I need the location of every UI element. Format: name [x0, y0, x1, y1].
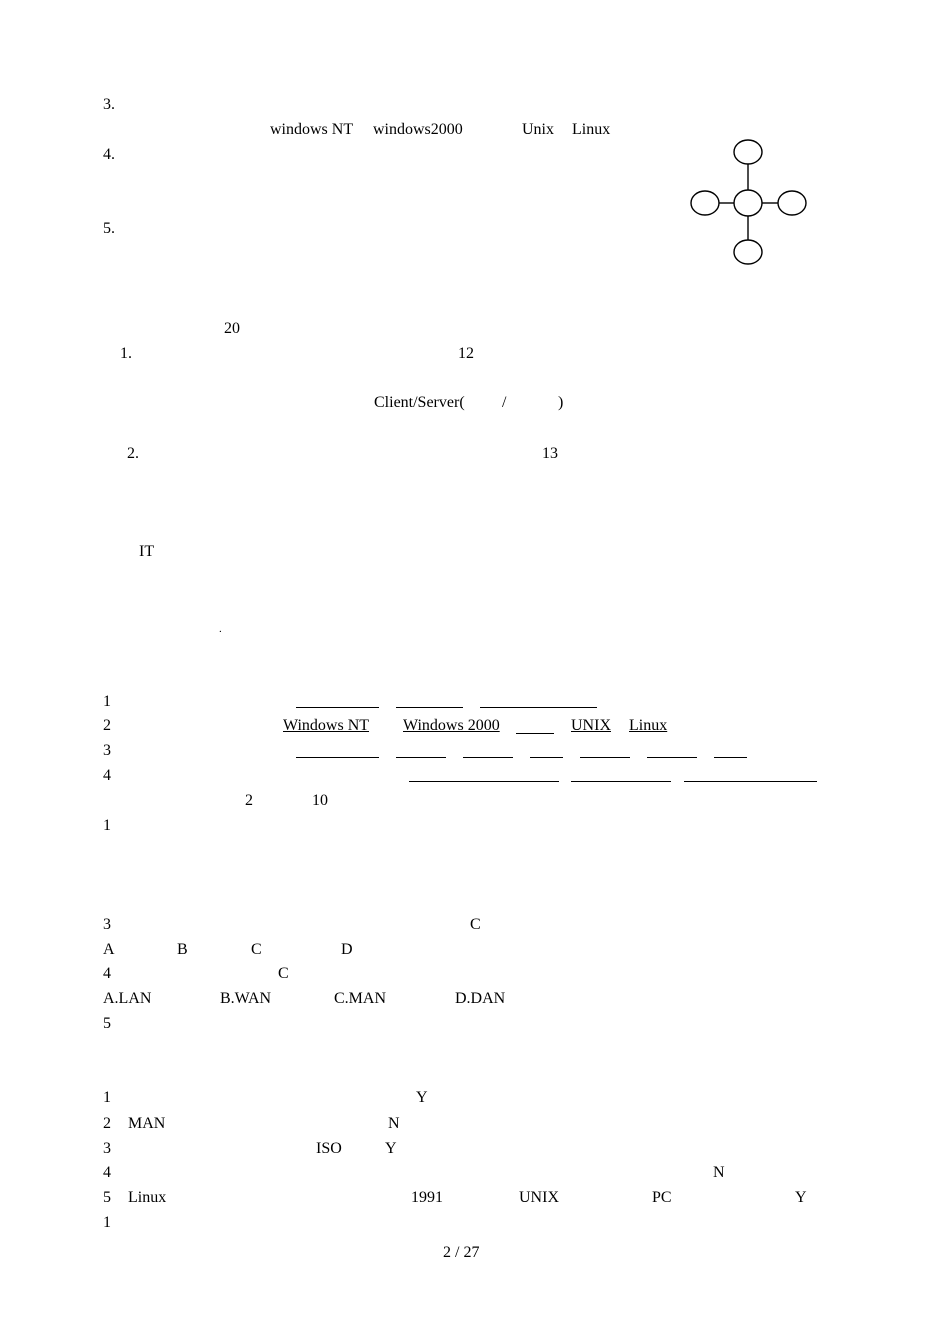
node-center [734, 190, 762, 216]
it-text: IT [139, 543, 155, 560]
item-number: 3. [103, 96, 115, 113]
option-d: D [341, 941, 353, 958]
answer: C [278, 965, 289, 982]
blank-line [296, 757, 379, 758]
term-iso: ISO [316, 1140, 342, 1157]
item-number: 4. [103, 146, 115, 163]
answer-unix: UNIX [571, 717, 611, 734]
dot-mark: . [219, 623, 222, 635]
score: 2 [245, 792, 253, 809]
os-linux: Linux [572, 121, 611, 138]
line-number: 2 [103, 1115, 111, 1132]
line-number: 4 [103, 767, 111, 784]
page-number: 2 / 27 [443, 1244, 480, 1261]
judge-answer: Y [795, 1189, 807, 1206]
blank-line [396, 707, 463, 708]
term-linux: Linux [128, 1189, 167, 1206]
slash: / [502, 394, 507, 411]
item-number: 5. [103, 220, 115, 237]
option-lan: A.LAN [103, 990, 152, 1007]
line-number: 1 [103, 693, 111, 710]
option-dan: D.DAN [455, 990, 506, 1007]
line-number: 3 [103, 742, 111, 759]
blank-line [516, 733, 554, 734]
line-number: 5 [103, 1015, 111, 1032]
question-points: 13 [542, 445, 558, 462]
blank-line [647, 757, 697, 758]
answer-windows-2000: Windows 2000 [403, 717, 500, 734]
judge-answer: N [713, 1164, 725, 1181]
year: 1991 [411, 1189, 443, 1206]
blank-line [684, 781, 817, 782]
answer-linux: Linux [629, 717, 668, 734]
line-number: 4 [103, 1164, 111, 1181]
star-topology-diagram [688, 138, 810, 268]
option-a: A [103, 941, 115, 958]
score: 20 [224, 320, 240, 337]
blank-line [714, 757, 747, 758]
os-windows-nt: windows NT [270, 121, 354, 138]
blank-line [409, 781, 559, 782]
os-windows2000: windows2000 [373, 121, 463, 138]
line-number: 4 [103, 965, 111, 982]
blank-line [480, 707, 597, 708]
line-number: 1 [103, 817, 111, 834]
answer: C [470, 916, 481, 933]
option-b: B [177, 941, 188, 958]
line-number: 2 [103, 717, 111, 734]
os-unix: Unix [522, 121, 554, 138]
answer-windows-nt: Windows NT [283, 717, 370, 734]
judge-answer: Y [385, 1140, 397, 1157]
line-number: 5 [103, 1189, 111, 1206]
line-number: 3 [103, 1140, 111, 1157]
option-c: C [251, 941, 262, 958]
blank-line [530, 757, 563, 758]
node-left [691, 191, 719, 215]
question-points: 12 [458, 345, 474, 362]
judge-answer: N [388, 1115, 400, 1132]
score: 10 [312, 792, 328, 809]
line-number: 1 [103, 1089, 111, 1106]
node-right [778, 191, 806, 215]
term-pc: PC [652, 1189, 672, 1206]
judge-answer: Y [416, 1089, 428, 1106]
blank-line [396, 757, 446, 758]
question-number: 2. [127, 445, 139, 462]
line-number: 3 [103, 916, 111, 933]
blank-line [580, 757, 630, 758]
blank-line [296, 707, 379, 708]
blank-line [571, 781, 671, 782]
node-bottom [734, 240, 762, 264]
close-paren: ) [558, 394, 564, 411]
option-wan: B.WAN [220, 990, 272, 1007]
term-unix: UNIX [519, 1189, 559, 1206]
blank-line [463, 757, 513, 758]
question-number: 1. [120, 345, 132, 362]
option-man: C.MAN [334, 990, 387, 1007]
term-man: MAN [128, 1115, 166, 1132]
client-server-text: Client/Server( [374, 394, 465, 411]
line-number: 1 [103, 1214, 111, 1231]
node-top [734, 140, 762, 164]
